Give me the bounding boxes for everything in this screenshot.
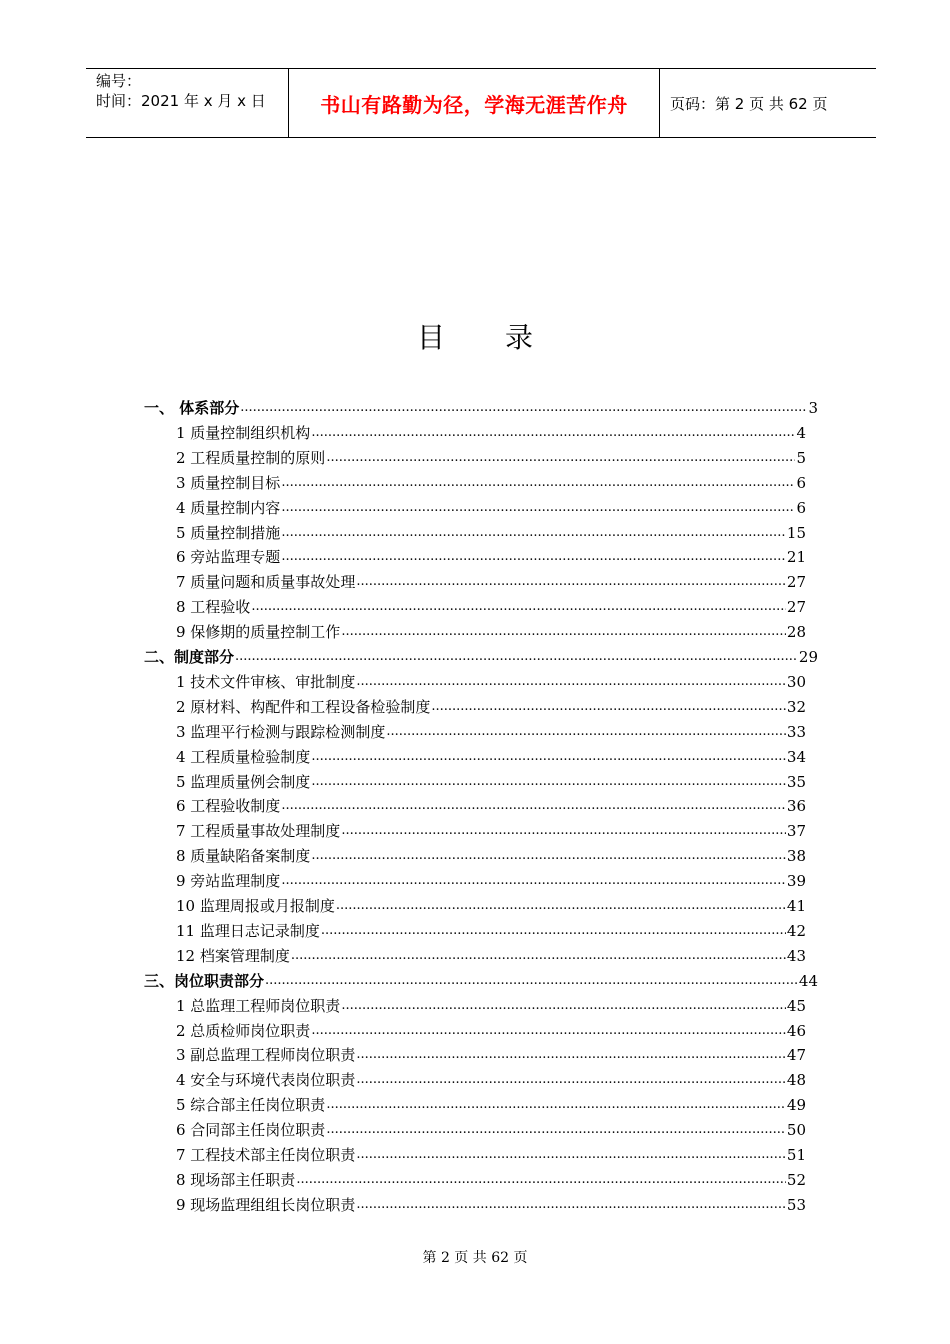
toc-page-number: 43 <box>786 947 806 965</box>
toc-leader-dots <box>356 1145 786 1165</box>
toc-label: 6 合同部主任岗位职责 <box>176 1121 326 1139</box>
toc-entry-row[interactable] <box>176 1191 806 1215</box>
toc-label: 2 工程质量控制的原则 <box>176 449 326 467</box>
toc-entry-row[interactable] <box>176 842 806 866</box>
toc-label: 2 原材料、构配件和工程设备检验制度 <box>176 698 431 716</box>
toc-leader-dots <box>341 821 786 841</box>
toc-leader-dots <box>311 846 786 866</box>
toc-leader-dots <box>431 697 786 717</box>
toc-leader-dots <box>265 971 798 991</box>
toc-leader-dots <box>281 523 786 543</box>
toc-label: 6 旁站监理专题 <box>176 548 281 566</box>
page-info-text: 页码：第 2 页 共 62 页 <box>670 94 828 113</box>
toc-leader-dots <box>311 772 786 792</box>
header-motto-cell <box>288 69 660 137</box>
toc-leader-dots <box>326 448 795 468</box>
page-title <box>0 316 950 356</box>
toc-page-number: 29 <box>798 648 818 666</box>
toc-page-number: 46 <box>786 1022 806 1040</box>
toc-label: 4 质量控制内容 <box>176 499 281 517</box>
toc-leader-dots <box>311 747 786 767</box>
page-header <box>86 68 876 138</box>
toc-label: 5 监理质量例会制度 <box>176 773 311 791</box>
toc-label: 3 监理平行检测与跟踪检测制度 <box>176 723 386 741</box>
toc-label: 4 安全与环境代表岗位职责 <box>176 1071 356 1089</box>
toc-label: 8 质量缺陷备案制度 <box>176 847 311 865</box>
toc-page-number: 39 <box>786 872 806 890</box>
time-label: 时间：2021 年 x 月 x 日 <box>96 92 266 110</box>
toc-label: 二、制度部分 <box>144 648 235 666</box>
toc-page-number: 47 <box>786 1046 806 1064</box>
toc-label: 9 现场监理组组长岗位职责 <box>176 1196 356 1214</box>
toc-entry-row[interactable] <box>176 469 806 493</box>
toc-leader-dots <box>356 572 786 592</box>
toc-entry-row[interactable] <box>176 1041 806 1065</box>
toc-page-number: 6 <box>796 474 806 492</box>
toc-label: 2 总质检师岗位职责 <box>176 1022 311 1040</box>
toc-leader-dots <box>240 398 807 418</box>
toc-label: 5 综合部主任岗位职责 <box>176 1096 326 1114</box>
toc-leader-dots <box>251 597 786 617</box>
toc-page-number: 41 <box>786 897 806 915</box>
toc-page-number: 44 <box>798 972 818 990</box>
header-page-info <box>660 69 876 137</box>
toc-label: 8 现场部主任职责 <box>176 1171 296 1189</box>
toc-label: 9 旁站监理制度 <box>176 872 281 890</box>
title-char-1: 目 <box>416 321 445 354</box>
toc-page-number: 34 <box>786 748 806 766</box>
toc-entry-row[interactable] <box>176 668 806 692</box>
toc-entry-row[interactable] <box>176 568 806 592</box>
toc-leader-dots <box>296 1170 786 1190</box>
toc-leader-dots <box>356 672 786 692</box>
toc-entry-row[interactable] <box>176 494 806 518</box>
toc-entry-row[interactable] <box>176 718 806 742</box>
toc-entry-row[interactable] <box>176 593 806 617</box>
toc-label: 3 副总监理工程师岗位职责 <box>176 1046 356 1064</box>
page-footer: 第 2 页 共 62 页 <box>422 1250 528 1266</box>
toc-leader-dots <box>326 1095 786 1115</box>
toc-page-number: 33 <box>786 723 806 741</box>
toc-entry-row[interactable] <box>176 618 806 642</box>
toc-page-number: 53 <box>786 1196 806 1214</box>
toc-entry-row[interactable] <box>176 444 806 468</box>
toc-entry-row[interactable] <box>176 1017 806 1041</box>
toc-label: 9 保修期的质量控制工作 <box>176 623 341 641</box>
toc-leader-dots <box>386 722 786 742</box>
toc-label: 11 监理日志记录制度 <box>176 922 320 940</box>
toc-page-number: 35 <box>786 773 806 791</box>
toc-page-number: 36 <box>786 797 806 815</box>
toc-page-number: 37 <box>786 822 806 840</box>
toc-leader-dots <box>336 896 786 916</box>
toc-leader-dots <box>341 996 786 1016</box>
title-char-2: 录 <box>505 321 534 354</box>
toc-page-number: 4 <box>796 424 806 442</box>
toc-leader-dots <box>311 423 795 443</box>
toc-label: 10 监理周报或月报制度 <box>176 897 335 915</box>
toc-page-number: 42 <box>786 922 806 940</box>
toc-label: 7 工程技术部主任岗位职责 <box>176 1146 356 1164</box>
toc-entry-row[interactable] <box>176 768 806 792</box>
toc-entry-row[interactable] <box>176 792 806 816</box>
toc-leader-dots <box>281 547 786 567</box>
toc-page-number: 50 <box>786 1121 806 1139</box>
toc-label: 5 质量控制措施 <box>176 524 281 542</box>
toc-page-number: 32 <box>786 698 806 716</box>
toc-entry-row[interactable] <box>176 992 806 1016</box>
toc-leader-dots <box>326 1120 786 1140</box>
toc-entry-row[interactable] <box>176 817 806 841</box>
toc-leader-dots <box>321 921 786 941</box>
toc-label: 4 工程质量检验制度 <box>176 748 311 766</box>
toc-page-number: 45 <box>786 997 806 1015</box>
toc-page-number: 28 <box>786 623 806 641</box>
toc-page-number: 6 <box>796 499 806 517</box>
toc-page-number: 51 <box>786 1146 806 1164</box>
toc-leader-dots <box>281 473 795 493</box>
toc-page-number: 15 <box>786 524 806 542</box>
toc-label: 一、 体系部分 <box>144 399 240 417</box>
toc-label: 三、岗位职责部分 <box>144 972 265 990</box>
toc-entry-row[interactable] <box>176 1141 806 1165</box>
toc-leader-dots <box>235 647 798 667</box>
toc-label: 7 质量问题和质量事故处理 <box>176 573 356 591</box>
toc-entry-row[interactable] <box>176 743 806 767</box>
toc-entry-row[interactable] <box>176 892 806 916</box>
toc-section-row[interactable] <box>144 967 818 991</box>
toc-leader-dots <box>281 796 786 816</box>
toc-page-number: 38 <box>786 847 806 865</box>
toc-entry-row[interactable] <box>176 693 806 717</box>
toc-entry-row[interactable] <box>176 1066 806 1090</box>
toc-label: 1 质量控制组织机构 <box>176 424 311 442</box>
toc-page-number: 5 <box>796 449 806 467</box>
toc-leader-dots <box>311 1021 786 1041</box>
toc-entry-row[interactable] <box>176 1091 806 1115</box>
toc-leader-dots <box>281 871 786 891</box>
toc-leader-dots <box>281 498 795 518</box>
toc-entry-row[interactable] <box>176 1166 806 1190</box>
motto-text: 书山有路勤为径，学海无涯苦作舟 <box>320 92 628 117</box>
toc-page-number: 27 <box>786 573 806 591</box>
toc-label: 3 质量控制目标 <box>176 474 281 492</box>
toc-section-row[interactable] <box>144 394 818 418</box>
toc-entry-row[interactable] <box>176 1116 806 1140</box>
toc-label: 12 档案管理制度 <box>176 947 290 965</box>
toc-page-number: 30 <box>786 673 806 691</box>
toc-page-number: 21 <box>786 548 806 566</box>
toc-label: 7 工程质量事故处理制度 <box>176 822 341 840</box>
toc-section-row[interactable] <box>144 643 818 667</box>
toc-entry-row[interactable] <box>176 917 806 941</box>
toc-label: 8 工程验收 <box>176 598 251 616</box>
toc-entry-row[interactable] <box>176 942 806 966</box>
toc-page-number: 27 <box>786 598 806 616</box>
toc-page-number: 49 <box>786 1096 806 1114</box>
toc-leader-dots <box>356 1045 786 1065</box>
toc-label: 1 技术文件审核、审批制度 <box>176 673 356 691</box>
toc-entry-row[interactable] <box>176 419 806 443</box>
toc-label: 1 总监理工程师岗位职责 <box>176 997 341 1015</box>
toc-entry-row[interactable] <box>176 519 806 543</box>
toc-entry-row[interactable] <box>176 543 806 567</box>
serial-label: 编号： <box>96 72 142 90</box>
toc-leader-dots <box>341 622 786 642</box>
toc-page-number: 48 <box>786 1071 806 1089</box>
toc-entry-row[interactable] <box>176 867 806 891</box>
header-meta <box>86 69 288 137</box>
toc-leader-dots <box>356 1195 786 1215</box>
toc-label: 6 工程验收制度 <box>176 797 281 815</box>
toc-leader-dots <box>291 946 786 966</box>
toc-page-number: 3 <box>808 399 818 417</box>
toc-leader-dots <box>356 1070 786 1090</box>
toc-page-number: 52 <box>786 1171 806 1189</box>
